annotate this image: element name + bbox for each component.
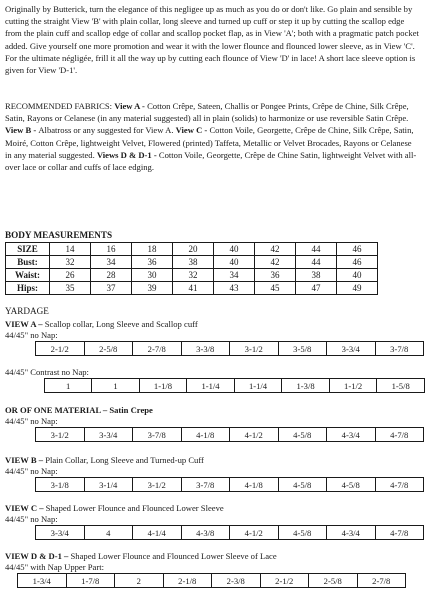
- yardage-cell: 3-3/4: [84, 428, 133, 442]
- yardage-row: [36, 342, 424, 356]
- hips-cell: 43: [214, 282, 255, 295]
- yardage-cell: 3-3/4: [327, 342, 376, 356]
- yardage-cell: 1: [92, 379, 139, 393]
- yardage-cell: 2-5/8: [309, 574, 358, 588]
- one-material-label: OR OF ONE MATERIAL – Satin Crepe: [5, 405, 153, 415]
- yardage-cell: 4-5/8: [278, 428, 327, 442]
- view-b-width: 44/45" no Nap:: [5, 466, 58, 476]
- yardage-cell: 3-3/4: [36, 526, 85, 540]
- yardage-row: [36, 478, 424, 492]
- hips-cell: 35: [50, 282, 91, 295]
- bust-cell: 34: [91, 256, 132, 269]
- waist-cell: 34: [214, 269, 255, 282]
- bust-cell: 36: [132, 256, 173, 269]
- yardage-cell: 1-1/8: [139, 379, 187, 393]
- view-b-fabric-label: View B -: [5, 125, 39, 136]
- view-b-yardage-table: [35, 477, 424, 492]
- yardage-cell: 2-7/8: [357, 574, 406, 588]
- yardage-cell: 1-1/2: [329, 379, 377, 393]
- yardage-cell: 1-1/4: [234, 379, 282, 393]
- yardage-cell: 2-5/8: [84, 342, 133, 356]
- view-b-heading: [5, 455, 204, 465]
- waist-cell: 38: [296, 269, 337, 282]
- view-c-desc: Shaped Lower Flounce and Flounced Lower Sleeve: [45, 503, 224, 513]
- hips-cell: 47: [296, 282, 337, 295]
- view-d-fabric-label: Views D & D-1 -: [96, 149, 159, 160]
- view-d-heading: [5, 551, 277, 561]
- one-material-yardage-table: [35, 427, 424, 442]
- size-cell: 14: [50, 243, 91, 256]
- bust-cell: 44: [296, 256, 337, 269]
- yardage-cell: 3-7/8: [375, 342, 424, 356]
- hips-cell: 45: [255, 282, 296, 295]
- row-label: SIZE: [6, 243, 50, 256]
- view-a-contrast-table: [44, 378, 425, 393]
- yardage-cell: 2: [115, 574, 164, 588]
- yardage-cell: 3-5/8: [278, 342, 327, 356]
- view-a-yardage-table: [35, 341, 424, 356]
- view-a-width: 44/45" no Nap:: [5, 330, 58, 340]
- waist-cell: 26: [50, 269, 91, 282]
- view-b-desc: Plain Collar, Long Sleeve and Turned-up Cuff: [45, 455, 204, 465]
- view-d-width: 44/45" with Nap Upper Part:: [5, 562, 104, 572]
- yardage-cell: 3-7/8: [133, 428, 182, 442]
- view-d-label: VIEW D & D-1 –: [5, 551, 71, 561]
- hips-cell: 41: [173, 282, 214, 295]
- yardage-cell: 3-7/8: [181, 478, 230, 492]
- yardage-cell: 4-5/8: [278, 526, 327, 540]
- yardage-cell: 1-7/8: [66, 574, 115, 588]
- yardage-cell: 1-3/4: [18, 574, 67, 588]
- yardage-cell: 4-7/8: [375, 428, 424, 442]
- yardage-cell: 2-7/8: [133, 342, 182, 356]
- yardage-row: [36, 428, 424, 442]
- bust-cell: 32: [50, 256, 91, 269]
- view-a-fabric-label: View A -: [114, 101, 148, 111]
- size-cell: 46: [337, 243, 378, 256]
- yardage-cell: 3-1/2: [133, 478, 182, 492]
- size-cell: 44: [296, 243, 337, 256]
- view-a-label: VIEW A –: [5, 319, 45, 329]
- yardage-cell: 4-5/8: [278, 478, 327, 492]
- yardage-cell: 4-1/2: [230, 526, 279, 540]
- yardage-cell: 4-1/2: [230, 428, 279, 442]
- body-measurements-table: [5, 242, 378, 295]
- hips-cell: 39: [132, 282, 173, 295]
- yardage-row: [18, 574, 406, 588]
- waist-cell: 36: [255, 269, 296, 282]
- row-label: Hips:: [6, 282, 50, 295]
- yardage-cell: 1: [45, 379, 92, 393]
- waist-cell: 28: [91, 269, 132, 282]
- yardage-row: [45, 379, 425, 393]
- view-c-width: 44/45" no Nap:: [5, 514, 58, 524]
- fabrics-lead: RECOMMENDED FABRICS:: [5, 101, 115, 111]
- size-cell: 42: [255, 243, 296, 256]
- waist-cell: 30: [132, 269, 173, 282]
- view-b-fabric-text: Albatross or any suggested for View A.: [38, 125, 176, 136]
- size-cell: 16: [91, 243, 132, 256]
- intro-paragraph: Originally by Butterick, turn the elegance of this negligee up as much as you do or don't like. Go plain and sensible by cutting the straight View 'B' with plain collar, long sleeve and turned up cuff or step it up by cutting the scallop edge from the plain cuff and scallop edge of collar and scallop pocket flap, as in View 'A'; both with a pragmatic patch pocket added. Give yourself one more promotion and wear it with the lower flounce and flounced lower sleeve, as in View 'C'. For the ultimate négligée, frill it all the way up by cutting each flounce of View 'D' in lace! A short lace sleeve option is given for View 'D-1'.: [5, 4, 419, 76]
- size-cell: 40: [214, 243, 255, 256]
- view-a-desc: Scallop collar, Long Sleeve and Scallop cuff: [44, 319, 198, 329]
- hips-cell: 37: [91, 282, 132, 295]
- yardage-cell: 2-1/2: [36, 342, 85, 356]
- row-label: Bust:: [6, 256, 50, 269]
- waist-row: [6, 269, 378, 282]
- yardage-cell: 2-1/2: [260, 574, 309, 588]
- yardage-cell: 4: [84, 526, 133, 540]
- view-d-fabric-text: Cotton Voile, Georgette, Crêpe de Chine Satin, lightweight Velvet with all-over lace or collar and cuffs of lace edging.: [5, 149, 417, 173]
- yardage-cell: 4-7/8: [375, 526, 424, 540]
- bust-cell: 42: [255, 256, 296, 269]
- yardage-cell: 2-1/8: [163, 574, 212, 588]
- view-c-label: VIEW C –: [5, 503, 46, 513]
- view-c-fabric-text: Cotton Voile, Georgette, Crêpe de Chine, Silk Crêpe, Satin, Moiré, Cotton Crêpe, lightweight Velvet, Flowered (printed) Taffeta, Metallic or Velvet Brocades, Rayons or Celanese in any material suggested.: [5, 125, 414, 160]
- yardage-cell: 3-1/2: [36, 428, 85, 442]
- hips-row: [6, 282, 378, 295]
- fabrics-paragraph: [5, 100, 419, 173]
- one-material-heading: [5, 405, 153, 415]
- bust-cell: 46: [337, 256, 378, 269]
- yardage-cell: 1-3/8: [282, 379, 330, 393]
- view-d-desc: Shaped Lower Flounce and Flounced Lower Sleeve of Lace: [70, 551, 277, 561]
- yardage-cell: 1-1/4: [187, 379, 235, 393]
- yardage-cell: 4-7/8: [375, 478, 424, 492]
- view-c-yardage-table: [35, 525, 424, 540]
- view-b-label: VIEW B –: [5, 455, 46, 465]
- yardage-cell: 4-5/8: [327, 478, 376, 492]
- size-row: [6, 243, 378, 256]
- waist-cell: 32: [173, 269, 214, 282]
- view-d-yardage-table: [17, 573, 406, 588]
- yardage-row: [36, 526, 424, 540]
- yardage-title: YARDAGE: [5, 306, 49, 316]
- yardage-cell: 4-3/4: [327, 428, 376, 442]
- size-cell: 20: [173, 243, 214, 256]
- view-a-fabric-text: Cotton Crêpe, Sateen, Challis or Pongee Prints, Crêpe de Chine, Silk Crêpe, Satin, Rayons or Celanese (in any material suggested) all in plain (solids) to harmonize or use reversible Satin Crêpe.: [5, 101, 409, 124]
- yardage-cell: 4-1/4: [133, 526, 182, 540]
- yardage-cell: 4-3/8: [181, 526, 230, 540]
- hips-cell: 49: [337, 282, 378, 295]
- body-measurements-title: BODY MEASUREMENTS: [5, 230, 113, 240]
- view-c-fabric-label: View C -: [175, 125, 210, 136]
- view-a-heading: [5, 319, 198, 329]
- bust-row: [6, 256, 378, 269]
- size-cell: 18: [132, 243, 173, 256]
- yardage-cell: 3-1/2: [230, 342, 279, 356]
- view-a-contrast-width: 44/45" Contrast no Nap:: [5, 367, 89, 377]
- yardage-cell: 4-1/8: [181, 428, 230, 442]
- one-material-width: 44/45" no Nap:: [5, 416, 58, 426]
- row-label: Waist:: [6, 269, 50, 282]
- yardage-cell: 3-1/4: [84, 478, 133, 492]
- waist-cell: 40: [337, 269, 378, 282]
- yardage-cell: 3-3/8: [181, 342, 230, 356]
- yardage-cell: 2-3/8: [212, 574, 261, 588]
- yardage-cell: 4-1/8: [230, 478, 279, 492]
- bust-cell: 40: [214, 256, 255, 269]
- yardage-cell: 4-3/4: [327, 526, 376, 540]
- yardage-cell: 3-1/8: [36, 478, 85, 492]
- view-c-heading: [5, 503, 224, 513]
- yardage-cell: 1-5/8: [377, 379, 425, 393]
- bust-cell: 38: [173, 256, 214, 269]
